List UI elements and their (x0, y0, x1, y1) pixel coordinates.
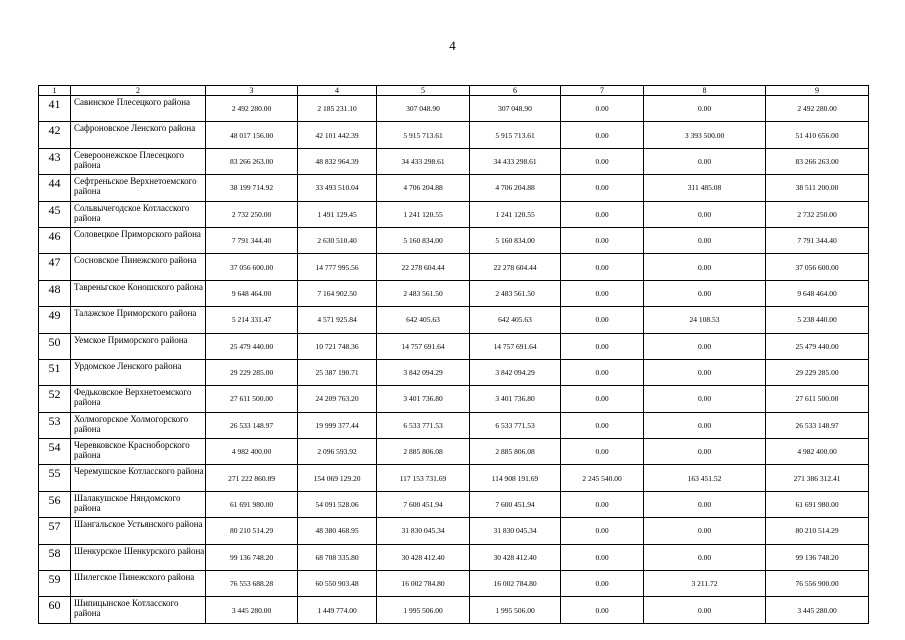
value-col-8: 0.00 (644, 386, 766, 412)
value-col-8: 0.00 (644, 439, 766, 465)
value-col-8: 0.00 (644, 280, 766, 306)
row-number: 50 (39, 333, 71, 359)
value-col-4: 33 493 510.04 (298, 175, 377, 201)
column-header-8: 8 (644, 86, 766, 96)
value-col-3: 5 214 331.47 (206, 307, 298, 333)
value-col-9: 76 556 900.00 (766, 571, 869, 597)
value-col-5: 2 885 806.08 (377, 439, 470, 465)
value-col-6: 5 160 834.00 (470, 227, 561, 253)
value-col-5: 5 160 834.00 (377, 227, 470, 253)
value-col-5: 3 842 094.29 (377, 359, 470, 385)
table-row (39, 148, 869, 174)
value-col-6: 22 278 604.44 (470, 254, 561, 280)
value-col-6: 642 405.63 (470, 307, 561, 333)
value-col-6: 2 885 806.08 (470, 439, 561, 465)
value-col-6: 14 757 691.64 (470, 333, 561, 359)
value-col-8: 0.00 (644, 96, 766, 122)
value-col-4: 42 101 442.39 (298, 122, 377, 148)
value-col-7: 0.00 (561, 280, 644, 306)
value-col-3: 27 611 500.00 (206, 386, 298, 412)
value-col-6: 6 533 771.53 (470, 412, 561, 438)
settlement-name: Сефтреньское Верхнетоемского района (71, 175, 206, 201)
value-col-5: 1 995 506.00 (377, 597, 470, 623)
row-number: 59 (39, 571, 71, 597)
column-header-5: 5 (377, 86, 470, 96)
row-number: 44 (39, 175, 71, 201)
value-col-3: 83 266 263.00 (206, 148, 298, 174)
value-col-5: 117 153 731.69 (377, 465, 470, 491)
value-col-8: 3 211.72 (644, 571, 766, 597)
value-col-8: 0.00 (644, 333, 766, 359)
value-col-7: 0.00 (561, 96, 644, 122)
value-col-8: 0.00 (644, 201, 766, 227)
value-col-7: 0.00 (561, 412, 644, 438)
value-col-8: 0.00 (644, 518, 766, 544)
value-col-6: 7 600 451.94 (470, 491, 561, 517)
value-col-9: 27 611 500.00 (766, 386, 869, 412)
table-row (39, 597, 869, 623)
table-row (39, 544, 869, 570)
value-col-9: 9 648 464.00 (766, 280, 869, 306)
settlement-name: Сосновское Пинежского района (71, 254, 206, 280)
row-number: 47 (39, 254, 71, 280)
table-row (39, 359, 869, 385)
value-col-9: 5 238 440.00 (766, 307, 869, 333)
value-col-3: 26 533 148.97 (206, 412, 298, 438)
row-number: 57 (39, 518, 71, 544)
settlement-name: Шипицынское Котласского района (71, 597, 206, 623)
table-row (39, 386, 869, 412)
table-row (39, 571, 869, 597)
value-col-4: 7 164 902.50 (298, 280, 377, 306)
value-col-9: 80 210 514.29 (766, 518, 869, 544)
value-col-3: 99 136 748.20 (206, 544, 298, 570)
settlement-name: Урдомское Ленского района (71, 359, 206, 385)
column-header-3: 3 (206, 86, 298, 96)
value-col-6: 31 830 045.34 (470, 518, 561, 544)
value-col-9: 37 056 600.00 (766, 254, 869, 280)
value-col-5: 7 600 451.94 (377, 491, 470, 517)
value-col-7: 0.00 (561, 122, 644, 148)
settlement-name: Черевковское Красноборского района (71, 439, 206, 465)
value-col-9: 271 386 312.41 (766, 465, 869, 491)
value-col-4: 154 069 129.20 (298, 465, 377, 491)
table-header-row (39, 86, 869, 96)
row-number: 49 (39, 307, 71, 333)
value-col-4: 2 096 593.92 (298, 439, 377, 465)
settlement-name: Тавреньгское Коношского района (71, 280, 206, 306)
row-number: 48 (39, 280, 71, 306)
value-col-4: 1 491 129.45 (298, 201, 377, 227)
value-col-3: 80 210 514.29 (206, 518, 298, 544)
row-number: 46 (39, 227, 71, 253)
value-col-8: 0.00 (644, 148, 766, 174)
value-col-7: 0.00 (561, 518, 644, 544)
settlement-name: Соловецкое Приморского района (71, 227, 206, 253)
value-col-6: 5 915 713.61 (470, 122, 561, 148)
budget-table (38, 85, 869, 624)
table-row (39, 333, 869, 359)
value-col-4: 68 708 335.80 (298, 544, 377, 570)
value-col-3: 76 553 688.28 (206, 571, 298, 597)
value-col-4: 1 449 774.00 (298, 597, 377, 623)
table-row (39, 518, 869, 544)
value-col-3: 29 229 285.00 (206, 359, 298, 385)
row-number: 42 (39, 122, 71, 148)
value-col-5: 22 278 604.44 (377, 254, 470, 280)
value-col-3: 3 445 280.00 (206, 597, 298, 623)
value-col-6: 1 241 120.55 (470, 201, 561, 227)
column-header-9: 9 (766, 86, 869, 96)
table-row (39, 122, 869, 148)
column-header-1: 1 (39, 86, 71, 96)
value-col-3: 48 017 156.00 (206, 122, 298, 148)
row-number: 45 (39, 201, 71, 227)
row-number: 53 (39, 412, 71, 438)
value-col-9: 2 732 250.00 (766, 201, 869, 227)
settlement-name: Сольвычегодское Котласского района (71, 201, 206, 227)
settlement-name: Сафроновское Ленского района (71, 122, 206, 148)
settlement-name: Уемское Приморского района (71, 333, 206, 359)
value-col-6: 3 842 094.29 (470, 359, 561, 385)
row-number: 52 (39, 386, 71, 412)
value-col-6: 30 428 412.40 (470, 544, 561, 570)
row-number: 41 (39, 96, 71, 122)
value-col-3: 2 492 280.00 (206, 96, 298, 122)
value-col-4: 2 630 510.40 (298, 227, 377, 253)
table-row (39, 439, 869, 465)
value-col-4: 2 185 231.10 (298, 96, 377, 122)
column-header-2: 2 (71, 86, 206, 96)
table-row (39, 96, 869, 122)
value-col-6: 34 433 298.61 (470, 148, 561, 174)
value-col-6: 3 401 736.80 (470, 386, 561, 412)
value-col-3: 38 199 714.92 (206, 175, 298, 201)
value-col-8: 0.00 (644, 254, 766, 280)
value-col-8: 163 451.52 (644, 465, 766, 491)
value-col-8: 3 393 500.00 (644, 122, 766, 148)
value-col-5: 14 757 691.64 (377, 333, 470, 359)
value-col-9: 4 982 400.00 (766, 439, 869, 465)
value-col-6: 307 048.90 (470, 96, 561, 122)
table-row (39, 201, 869, 227)
value-col-9: 51 410 656.00 (766, 122, 869, 148)
settlement-name: Шенкурское Шенкурского района (71, 544, 206, 570)
value-col-7: 0.00 (561, 175, 644, 201)
table-row (39, 412, 869, 438)
value-col-4: 24 209 763.20 (298, 386, 377, 412)
value-col-6: 114 908 191.69 (470, 465, 561, 491)
value-col-9: 83 266 263.00 (766, 148, 869, 174)
table-row (39, 491, 869, 517)
value-col-3: 2 732 250.00 (206, 201, 298, 227)
value-col-9: 26 533 148.97 (766, 412, 869, 438)
value-col-9: 38 511 200.00 (766, 175, 869, 201)
settlement-name: Черемушское Котласского района (71, 465, 206, 491)
value-col-7: 0.00 (561, 359, 644, 385)
value-col-5: 31 830 045.34 (377, 518, 470, 544)
value-col-8: 311 485.08 (644, 175, 766, 201)
settlement-name: Федьковское Верхнетоемского района (71, 386, 206, 412)
value-col-6: 4 706 204.88 (470, 175, 561, 201)
value-col-9: 25 479 440.00 (766, 333, 869, 359)
row-number: 60 (39, 597, 71, 623)
value-col-5: 307 048.90 (377, 96, 470, 122)
value-col-4: 10 721 748.36 (298, 333, 377, 359)
value-col-5: 34 433 298.61 (377, 148, 470, 174)
value-col-9: 7 791 344.40 (766, 227, 869, 253)
table-body (39, 96, 869, 624)
value-col-8: 0.00 (644, 544, 766, 570)
value-col-8: 0.00 (644, 412, 766, 438)
value-col-4: 48 832 964.39 (298, 148, 377, 174)
settlement-name: Шангальское Устьянского района (71, 518, 206, 544)
value-col-3: 4 982 400.00 (206, 439, 298, 465)
value-col-7: 0.00 (561, 333, 644, 359)
value-col-3: 61 691 980.00 (206, 491, 298, 517)
value-col-5: 30 428 412.40 (377, 544, 470, 570)
value-col-5: 2 483 561.50 (377, 280, 470, 306)
value-col-7: 0.00 (561, 544, 644, 570)
value-col-4: 14 777 995.56 (298, 254, 377, 280)
value-col-7: 0.00 (561, 439, 644, 465)
value-col-7: 2 245 540.00 (561, 465, 644, 491)
value-col-4: 60 550 903.48 (298, 571, 377, 597)
table-row (39, 254, 869, 280)
value-col-9: 2 492 280.00 (766, 96, 869, 122)
table-row (39, 307, 869, 333)
row-number: 55 (39, 465, 71, 491)
value-col-6: 2 483 561.50 (470, 280, 561, 306)
settlement-name: Савинское Плесецкого района (71, 96, 206, 122)
value-col-3: 25 479 440.00 (206, 333, 298, 359)
value-col-4: 25 387 190.71 (298, 359, 377, 385)
settlement-name: Шалакушское Няндомского района (71, 491, 206, 517)
value-col-7: 0.00 (561, 491, 644, 517)
value-col-5: 6 533 771.53 (377, 412, 470, 438)
value-col-4: 19 999 377.44 (298, 412, 377, 438)
row-number: 54 (39, 439, 71, 465)
value-col-7: 0.00 (561, 307, 644, 333)
row-number: 56 (39, 491, 71, 517)
value-col-9: 99 136 748.20 (766, 544, 869, 570)
table-row (39, 465, 869, 491)
value-col-6: 1 995 506.00 (470, 597, 561, 623)
value-col-8: 24 108.53 (644, 307, 766, 333)
value-col-7: 0.00 (561, 571, 644, 597)
value-col-5: 642 405.63 (377, 307, 470, 333)
value-col-9: 61 691 980.00 (766, 491, 869, 517)
value-col-7: 0.00 (561, 227, 644, 253)
value-col-8: 0.00 (644, 597, 766, 623)
value-col-5: 16 002 784.80 (377, 571, 470, 597)
value-col-5: 1 241 120.55 (377, 201, 470, 227)
value-col-7: 0.00 (561, 597, 644, 623)
settlement-name: Североонежское Плесецкого района (71, 148, 206, 174)
row-number: 43 (39, 148, 71, 174)
page-number: 4 (449, 38, 456, 53)
value-col-5: 5 915 713.61 (377, 122, 470, 148)
value-col-3: 271 222 860.89 (206, 465, 298, 491)
value-col-4: 48 380 468.95 (298, 518, 377, 544)
value-col-7: 0.00 (561, 386, 644, 412)
value-col-3: 9 648 464.00 (206, 280, 298, 306)
row-number: 58 (39, 544, 71, 570)
value-col-3: 7 791 344.40 (206, 227, 298, 253)
settlement-name: Шилегское Пинежского района (71, 571, 206, 597)
column-header-7: 7 (561, 86, 644, 96)
value-col-7: 0.00 (561, 254, 644, 280)
value-col-9: 29 229 285.00 (766, 359, 869, 385)
table-row (39, 280, 869, 306)
column-header-6: 6 (470, 86, 561, 96)
value-col-3: 37 056 600.00 (206, 254, 298, 280)
value-col-7: 0.00 (561, 148, 644, 174)
value-col-8: 0.00 (644, 491, 766, 517)
value-col-5: 4 706 204.88 (377, 175, 470, 201)
value-col-4: 4 571 925.84 (298, 307, 377, 333)
value-col-9: 3 445 280.00 (766, 597, 869, 623)
settlement-name: Холмогорское Холмогорского района (71, 412, 206, 438)
table-row (39, 227, 869, 253)
value-col-6: 16 002 784.80 (470, 571, 561, 597)
value-col-5: 3 401 736.80 (377, 386, 470, 412)
value-col-7: 0.00 (561, 201, 644, 227)
value-col-8: 0.00 (644, 359, 766, 385)
table-row (39, 175, 869, 201)
column-header-4: 4 (298, 86, 377, 96)
value-col-8: 0.00 (644, 227, 766, 253)
settlement-name: Талажское Приморского района (71, 307, 206, 333)
value-col-4: 54 091 528.06 (298, 491, 377, 517)
row-number: 51 (39, 359, 71, 385)
